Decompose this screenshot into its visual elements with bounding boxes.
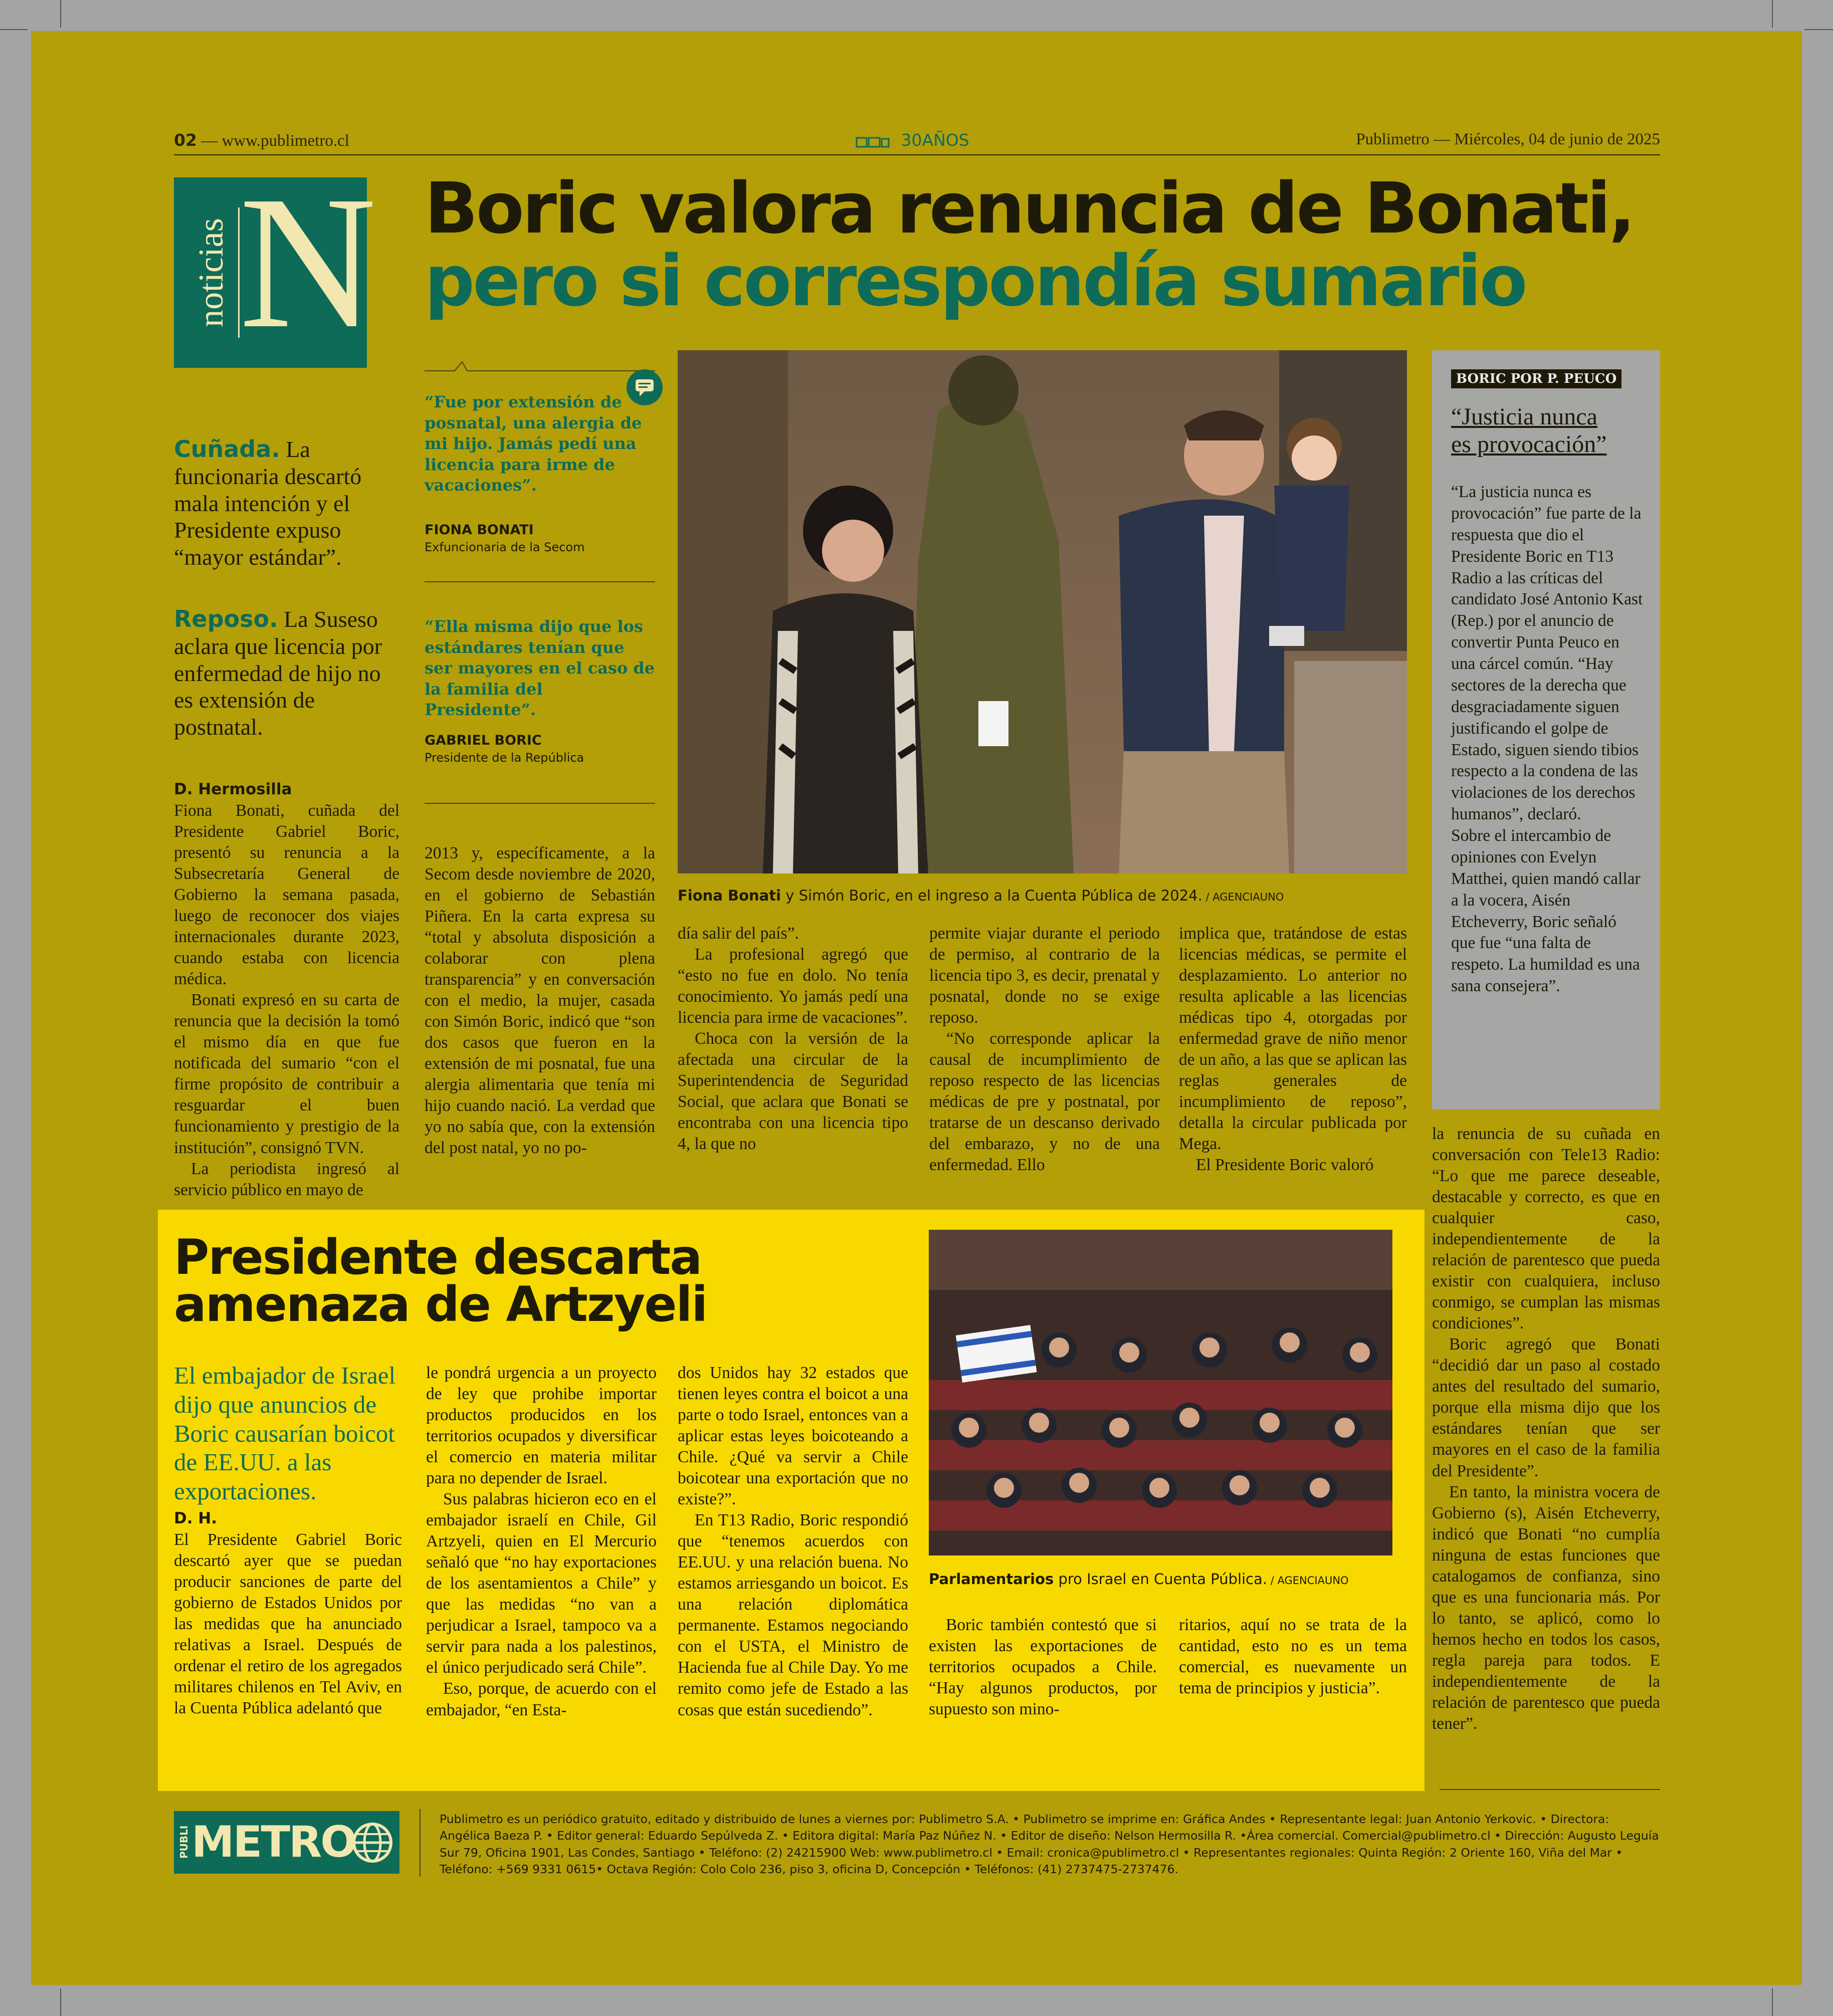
sidebar-box — [1432, 350, 1660, 1109]
crop-mark — [1772, 0, 1773, 28]
logo-text: METRO — [191, 1817, 356, 1867]
secondary-byline: D. H. — [174, 1509, 218, 1527]
section-word: noticias — [192, 218, 231, 327]
column-end-rule — [1440, 1789, 1660, 1790]
sidebar-title: “Justicia nunca es provocación” — [1451, 403, 1607, 458]
secondary-photo — [929, 1230, 1392, 1555]
secondary-column-2: le pondrá urgencia a un proyecto de ley que prohibe importar productos producidos en los territorios ocupados y diversificar el comercio en materia militar para no depender de Israel. Sus palabras hicieron eco en el embajador israelí en Chile, Gil Artzyeli, quien en El Mercurio señaló que “no hay exportaciones de los asentamientos a Chile” y que las medidas “no van a perjudicar a Israel, tampoco va a servir para nada a los palestinos, el único perjudicado será Chile”. Eso, porque, de acuerdo con el embajador, “en Esta- — [426, 1364, 657, 1719]
quote-boric-name: GABRIEL BORIC — [425, 733, 542, 748]
secondary-article-box — [158, 1210, 1424, 1791]
logo-small-text: PUBLI — [178, 1825, 190, 1859]
devices-icon — [856, 134, 896, 148]
sidebar-body: “La justicia nunca es provocación” fue parte de la respuesta que dio el Presidente Boric en T13 Radio a las críticas del candidato José Antonio Kast (Rep.) por el anuncio de convertir Punta Peuco en una cárcel común. “Hay sectores de la derecha que desgraciadamente siguen justificando el golpe de Estado, siguen siendo tibios respecto a la condena de las violaciones de los derechos humanos”, declaró. Sobre el intercambio de opiniones con Evelyn Matthei, quien mandó callar a la vocera, Aisén Etcheverry, Boric señaló que fue “una falta de respeto. La humildad es una sana consejera”. — [1451, 483, 1643, 996]
quote-bonati-name: FIONA BONATI — [425, 522, 534, 538]
article-column-4: permite viajar durante el periodo de permiso, al contrario de la licencia tipo 3, es decir, prenatal y posnatal, donde no se exige reposo. “No corresponde aplicar la causal de incumplimiento de reposo respecto de las licencias médicas de pre y postnatal, por tratarse de un descanso derivado del embarazo, y no de una enfermedad. Ello — [929, 924, 1160, 1175]
quote-bonati: “Fue por extensión de posnatal, una alergia de mi hijo. Jamás pedí una licencia para irme de vacaciones”. — [425, 392, 642, 495]
crop-mark — [1804, 29, 1833, 30]
lede-cunada: Cuñada. La funcionaria descartó mala intención y el Presidente expuso “mayor estándar”. — [174, 435, 362, 570]
quote-boric-role: Presidente de la República — [425, 751, 584, 765]
speech-tail — [425, 342, 655, 372]
article-column-2: 2013 y, específicamente, a la Secom desde noviembre de 2020, en el gobierno de Sebastián Piñera. En la carta expresa su “total y absoluta disposición a colaborar con plena transparencia” y en conversación con el medio, la mujer, casada con Simón Boric, indicó que “son dos casos que fueron en la extensión de mi posnatal, fue una alergia alimentaria que tenía mi hijo cuando nació. La verdad que yo no sabía que, con la extensión del post natal, yo no po- — [425, 844, 655, 1158]
article-column-1: Fiona Bonati, cuñada del Presidente Gabriel Boric, presentó su renuncia a la Subsecretaría General de Gobierno la semana pasada, luego de reconocer dos viajes internacionales durante 2023, cuando estaba con licencia médica. Bonati expresó en su carta de renuncia que la decisión la tomó el mismo día en que fue notificada del sumario “con el firme propósito de contribuir a resguardar el buen funcionamiento y prestigio de la institución”, consignó TVN. La periodista ingresó al servicio público en mayo de — [174, 801, 399, 1199]
newspaper-page — [31, 31, 1802, 1985]
section-letter: N — [239, 157, 377, 368]
lede-reposo: Reposo. La Suseso aclara que licencia por enfermedad de hijo no es extensión de postnatal. — [174, 605, 382, 740]
secondary-column-3: dos Unidos hay 32 estados que tienen leyes contra el boicot a una parte o todo Israel, entonces van a aplicar estas leyes boicoteando a Chile. ¿Qué va servir a Chile boicotear una exportación que no existe?”. En T13 Radio, Boric respondió que “tenemos acuerdos con EE.UU. y una relación buena. No estamos arriesgando un boicot. Es una relación diplomática permanente. Estamos negociando con el USTA, el Ministro de Hacienda fue al Chile Day. Yo me remito como jefe de Estado a las cosas que están sucediendo”. — [678, 1364, 908, 1719]
article-column-3: día salir del país”. La profesional agregó que “esto no fue en dolo. No tenía conocimiento. Yo jamás pedí una licencia para irme de vacaciones”. Choca con la versión de la afectada una circular de la Superintendencia de Seguridad Social, que aclara que Bonati se encontraba con una licencia tipo 4, la que no — [678, 924, 908, 1154]
quote-bonati-role: Exfuncionaria de la Secom — [425, 540, 585, 554]
secondary-headline: Presidente descarta amenaza de Artzyeli — [174, 1229, 707, 1333]
crop-mark — [1772, 1988, 1773, 2016]
globe-icon — [352, 1822, 393, 1865]
quote-boric: “Ella misma dijo que los estándares tenían que ser mayores en el caso de la familia del Presidente”. — [425, 617, 655, 720]
headline-line1: Boric valora renuncia de Bonati, — [425, 168, 1634, 250]
crop-mark — [60, 1988, 61, 2016]
secondary-column-5: ritarios, aquí no se trata de la cantidad, esto no es un tema comercial, es nuevamente un tema de principios y justicia”. — [1179, 1616, 1407, 1698]
headline-line2: pero si correspondía sumario — [425, 241, 1526, 322]
article-column-5: implica que, tratándose de estas licencias médicas, se permite el desplazamiento. Lo anterior no resulta aplicable a las licencias médicas tipo 4, otorgadas por enfermedad grave de niño menor de un año, a las que se aplican las reglas generales de incumplimiento de reposo”, detalla la circular publicada por Mega. El Presidente Boric valoró — [1179, 924, 1407, 1175]
page-folio: 02 — www.publimetro.cl — [174, 130, 349, 150]
publimetro-logo — [174, 1811, 399, 1874]
quote-divider — [425, 803, 655, 804]
sidebar-tag: BORIC POR P. PEUCO — [1451, 369, 1621, 388]
secondary-column-1: El Presidente Gabriel Boric descartó ayer que se puedan producir sanciones de parte del gobierno de Estados Unidos por las medidas que ha anunciado relativas a Israel. Después de ordenar el retiro de los agregados militares chilenos en Tel Aviv, en la Cuenta Pública adelantó que — [174, 1530, 402, 1718]
footer-credits: Publimetro es un periódico gratuito, editado y distribuido de lunes a viernes por: Publimetro S.A. • Publimetro se imprime en: Gráfica Andes • Representante legal: Juan Antonio Yerkovic. • Directora: Angélica Baeza P. • Editor general: Eduardo Sepúlveda Z. • Editora digital: María Paz Núñez N. • Editor de diseño: Nelson Hermosilla R. •Área comercial. Comercial@publimetro.cl • Dirección: Augusto Leguía Sur 79, Oficina 1901, Las Condes, Santiago • Teléfono: (2) 24215900 Web: www.publimetro.cl • Email: cronica@publimetro.cl • Representantes regionales: Quinta Región: 2 Oriente 160, Viña del Mar • Teléfono: +569 9331 0615• Octava Región: Colo Colo 236, piso 3, oficina D, Concepción • Teléfonos: (41) 2737475-2737476. — [440, 1812, 1659, 1877]
article-column-6: la renuncia de su cuñada en conversación con Tele13 Radio: “Lo que me parece deseable, destacable y correcto, es que en cualquier caso, independientemente de la relación de parentesco que pueda existir con cualquiera, incluso conmigo, se cumplan las mismas condiciones”. Boric agregó que Bonati “decidió dar un paso al costado antes del resultado del sumario, porque ella misma dijo que los estándares tenían que ser mayores en el caso de la familia del Presidente”. En tanto, la ministra vocera de Gobierno (s), Aisén Etcheverry, indicó que Bonati “no cumplía ninguna de estas funciones que catalogamos de confianza, sino que es una funcionaria más. Por lo tanto, se aplicó, como lo hemos hecho en todos los casos, regla pareja para todos. E independientemente de la relación de parentesco que pueda tener”. — [1432, 1125, 1660, 1733]
crop-mark — [60, 0, 61, 28]
main-photo — [678, 350, 1407, 873]
secondary-column-4: Boric también contestó que si existen las exportaciones de territorios ocupados a Chile. “Hay algunos productos, por supuesto son mino- — [929, 1616, 1157, 1719]
secondary-lede: El embajador de Israel dijo que anuncios de Boric causarían boicot de EE.UU. a las exportaciones. — [174, 1362, 396, 1505]
main-photo-caption: Fiona Bonati y Simón Boric, en el ingreso a la Cuenta Pública de 2024. / AGENCIAUNO — [678, 887, 1284, 904]
section-badge — [174, 157, 377, 368]
byline: D. Hermosilla — [174, 780, 292, 798]
quote-divider — [425, 581, 655, 582]
publication-date: Publimetro — Miércoles, 04 de junio de 2025 — [1356, 130, 1660, 148]
secondary-photo-caption: Parlamentarios pro Israel en Cuenta Pública. / AGENCIAUNO — [929, 1571, 1349, 1588]
anniversary-badge: 30AÑOS — [856, 130, 969, 150]
crop-mark — [0, 29, 28, 30]
footer-divider — [420, 1809, 421, 1877]
header-rule — [174, 154, 1660, 155]
